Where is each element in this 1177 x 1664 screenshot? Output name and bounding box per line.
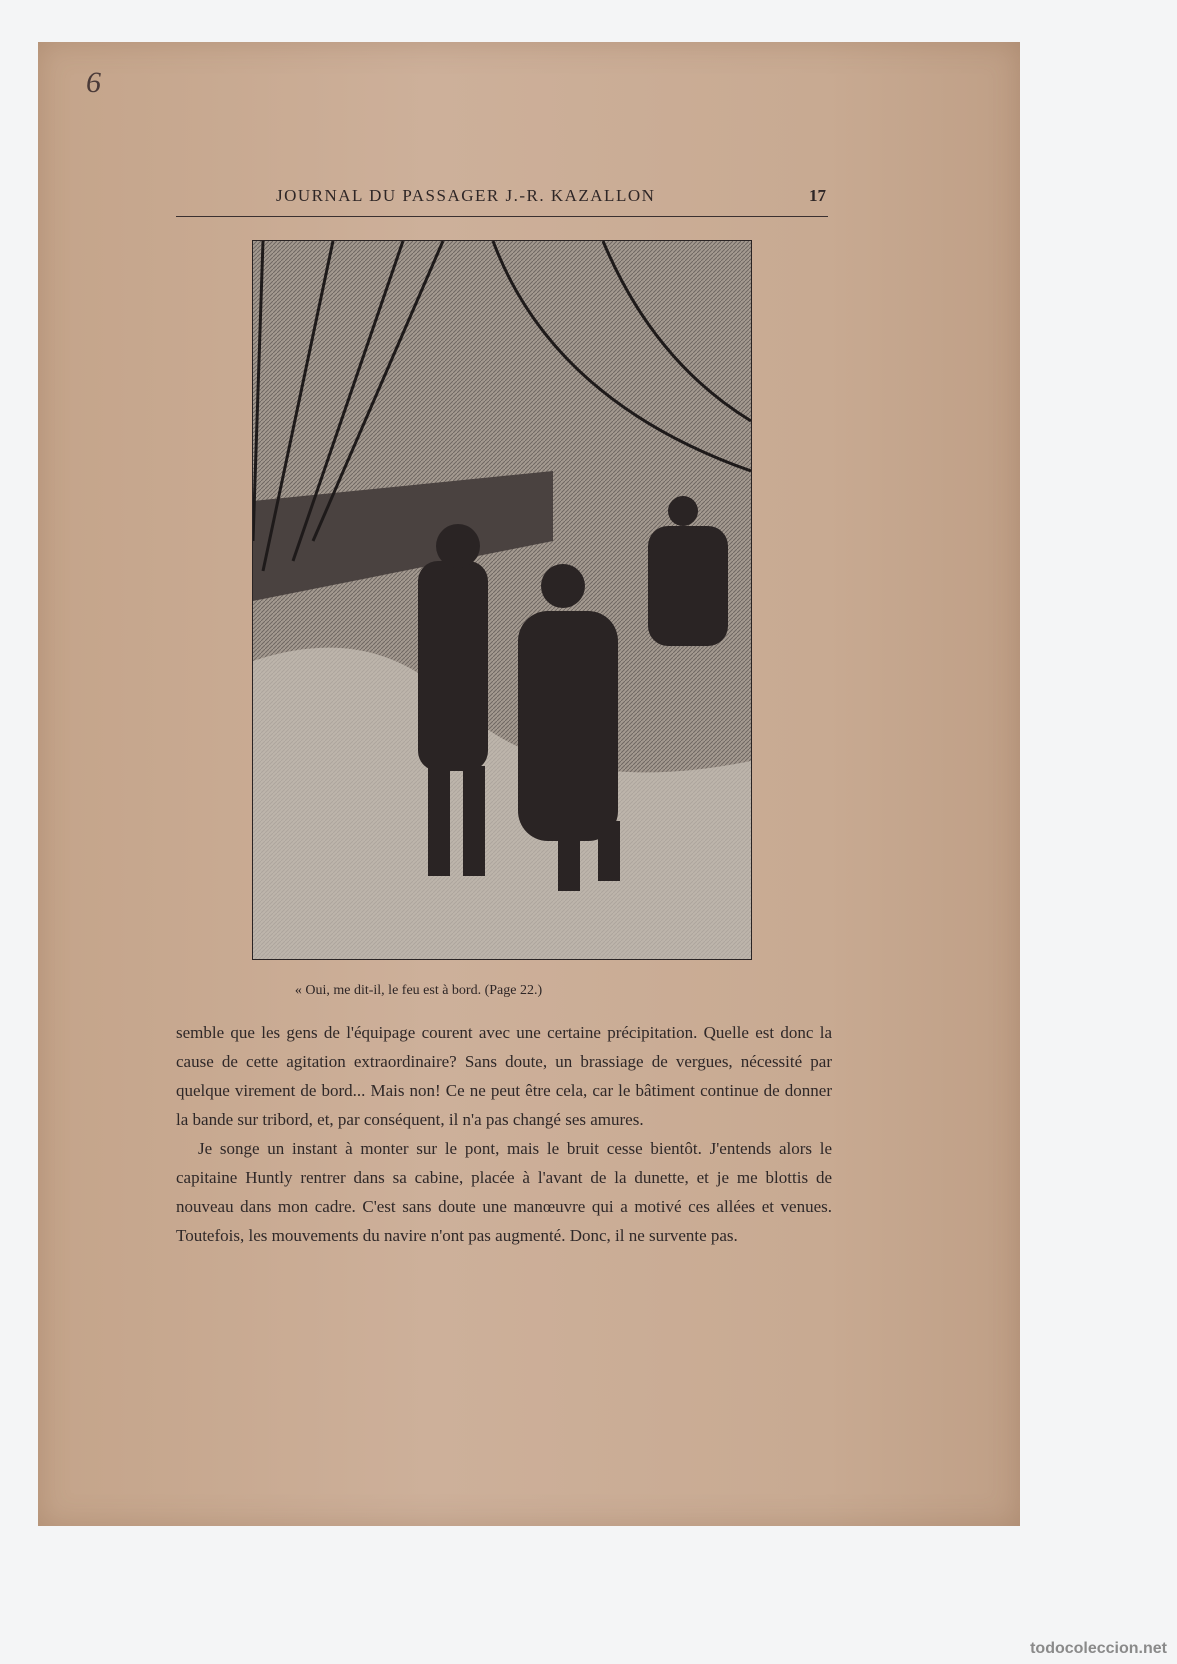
running-title: JOURNAL DU PASSAGER J.-R. KAZALLON [276, 186, 656, 205]
ship-deck-engraving [253, 241, 751, 959]
paragraph: Je songe un instant à monter sur le pont, mais le bruit cesse bientôt. J'entends alors le capitaine Huntly rentrer dans sa cabine, placée à l'avant de la dunette, et je me blottis de nouveau dans mon cadre. C'est sans doute une manœuvre qui a motivé ces allées et venues. Toutefois, les mouvements du navire n'ont pas augmenté. Donc, il ne survente pas. [176, 1139, 832, 1245]
engraving-illustration [252, 240, 752, 960]
handwritten-number: 6 [86, 66, 101, 99]
page-number: 17 [809, 186, 826, 205]
running-header [176, 182, 828, 217]
illustration-caption [0, 983, 1177, 999]
paragraph: semble que les gens de l'équipage courent avec une certaine précipitation. Quelle est donc la cause de cette agitation extraordinaire? Sans doute, un brassiage de vergues, nécessité par quelque virement de bord... Mais non! Ce ne peut être cela, car le bâtiment continue de donner la bande sur tribord, et, par conséquent, il n'a pas changé ses amures. [176, 1023, 832, 1129]
body-text [176, 1018, 832, 1250]
watermark: todocoleccion.net [1030, 1640, 1167, 1657]
caption-text: « Oui, me dit-il, le feu est à bord. (Page 22.) [294, 983, 543, 998]
